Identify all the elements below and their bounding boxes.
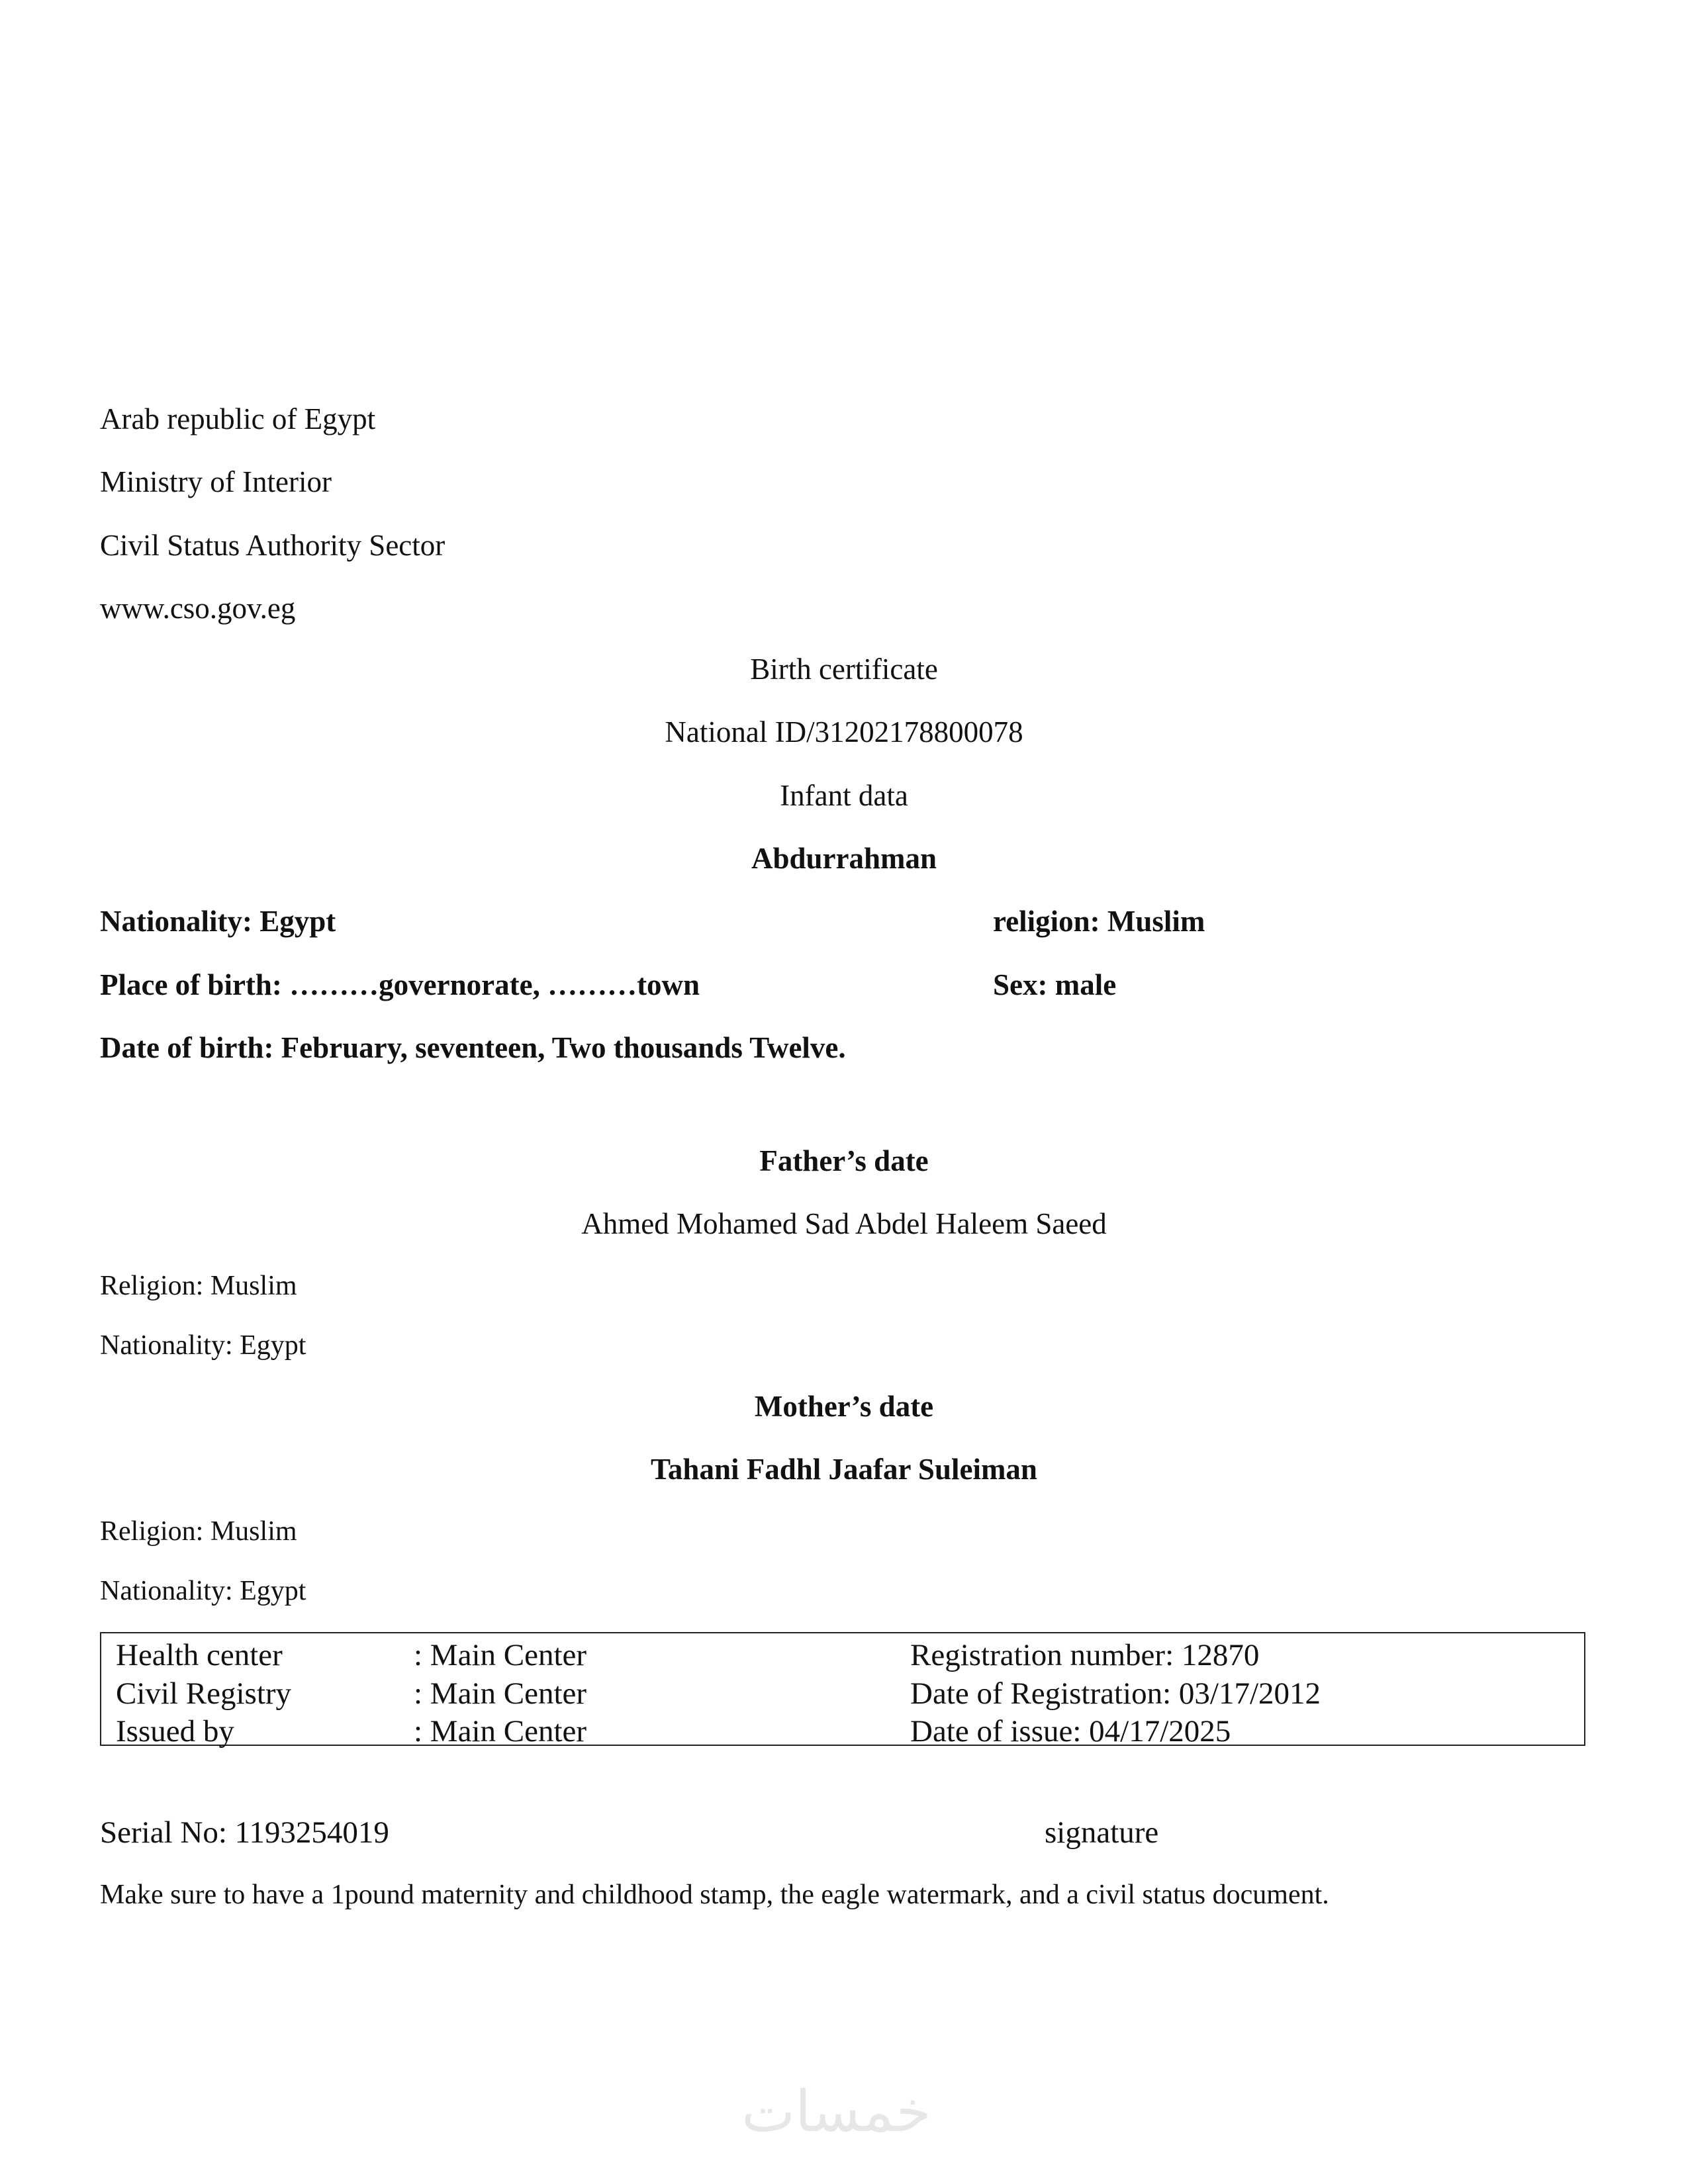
father-nationality: Nationality: Egypt <box>100 1330 306 1361</box>
issue-date: Date of issue: 04/17/2025 <box>910 1714 1231 1749</box>
registration-label: Issued by <box>116 1714 234 1749</box>
registration-number: Registration number: 12870 <box>910 1638 1260 1672</box>
registration-label: Civil Registry <box>116 1676 292 1711</box>
mother-name: Tahani Fadhl Jaafar Suleiman <box>651 1453 1037 1486</box>
father-religion: Religion: Muslim <box>100 1271 297 1301</box>
mother-heading: Mother’s date <box>754 1390 934 1423</box>
country-name: Arab republic of Egypt <box>100 402 376 435</box>
authority-name: Civil Status Authority Sector <box>100 529 445 562</box>
father-name: Ahmed Mohamed Sad Abdel Haleem Saeed <box>581 1207 1107 1240</box>
registration-date: Date of Registration: 03/17/2012 <box>910 1676 1321 1711</box>
registration-label: Health center <box>116 1638 283 1672</box>
certificate-title: Birth certificate <box>750 653 938 686</box>
registration-value: : Main Center <box>414 1638 587 1672</box>
registration-value: : Main Center <box>414 1676 587 1711</box>
infant-section-label: Infant data <box>780 779 908 812</box>
mother-nationality: Nationality: Egypt <box>100 1576 306 1606</box>
infant-place-of-birth: Place of birth: ………governorate, ………town <box>100 968 700 1001</box>
mother-religion: Religion: Muslim <box>100 1516 297 1547</box>
registration-box <box>100 1632 1585 1749</box>
infant-date-of-birth: Date of birth: February, seventeen, Two thousands Twelve. <box>100 1031 846 1064</box>
infant-sex: Sex: male <box>993 968 1117 1001</box>
registration-value: : Main Center <box>414 1714 587 1749</box>
footer-note: Make sure to have a 1pound maternity and childhood stamp, the eagle watermark, and a civil status document. <box>100 1880 1329 1910</box>
watermark-logo: خمسات <box>741 2079 931 2145</box>
infant-name: Abdurrahman <box>751 842 937 875</box>
signature-label: signature <box>1045 1815 1159 1850</box>
father-heading: Father’s date <box>759 1144 929 1177</box>
website-url: www.cso.gov.eg <box>100 592 296 625</box>
infant-religion: religion: Muslim <box>993 905 1205 938</box>
ministry-name: Ministry of Interior <box>100 465 332 498</box>
national-id: National ID/31202178800078 <box>665 715 1023 749</box>
serial-number: Serial No: 1193254019 <box>100 1815 389 1850</box>
infant-nationality: Nationality: Egypt <box>100 905 336 938</box>
